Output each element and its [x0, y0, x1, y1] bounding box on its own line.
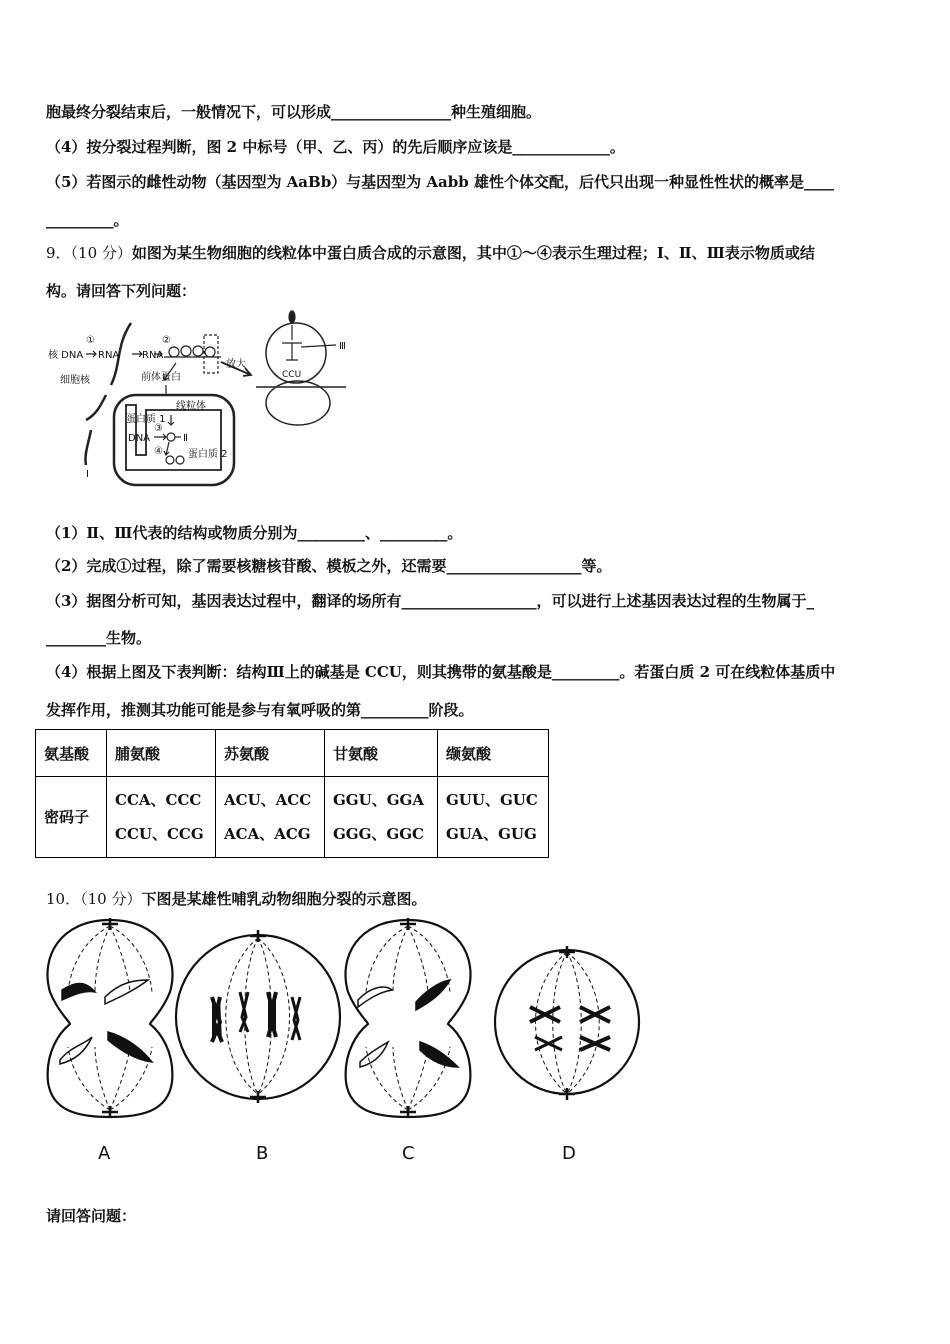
question-8-5: （5）若图示的雌性动物（基因型为 AaBb）与基因型为 Aabb 雄性个体交配，后代只出现一种显性性状的概率是____: [46, 173, 834, 191]
label-mitochondrion: 线粒体: [176, 401, 206, 412]
question-9-4: （4）根据上图及下表判断：结构Ⅲ上的碱基是 CCU，则其携带的氨基酸是_________。若蛋白质 2 可在线粒体基质中: [46, 663, 836, 681]
mitochondria-protein-synthesis-diagram: [46, 305, 376, 505]
label-protein-2: 蛋白质 2: [188, 449, 228, 460]
question-9-1: （1）Ⅱ、Ⅲ代表的结构或物质分别为_________、_________。: [46, 524, 463, 542]
text-line-1: 胞最终分裂结束后，一般情况下，可以形成________________种生殖细胞。: [46, 103, 542, 121]
label-ii: Ⅱ: [183, 433, 188, 444]
cell-label-c: C: [402, 1143, 415, 1164]
label-process-1: ①: [86, 335, 95, 346]
question-9-2: （2）完成①过程，除了需要核糖核苷酸、模板之外，还需要__________________等。: [46, 557, 612, 575]
question-10-text: 下图是某雄性哺乳动物细胞分裂的示意图。: [141, 890, 427, 908]
cell-division-diagram: [40, 912, 660, 1172]
table-header-cell: 苏氨酸: [216, 730, 325, 777]
label-nuclear-dna: 核 DNA: [48, 350, 84, 361]
cell-label-b: B: [256, 1143, 269, 1164]
question-9-3-cont: ________生物。: [46, 629, 152, 647]
label-dna: DNA: [128, 433, 151, 444]
label-process-3: ③: [154, 423, 163, 434]
question-9-heading: [46, 242, 815, 263]
table-row-label: 密码子: [36, 777, 107, 858]
label-iii: Ⅲ: [339, 341, 346, 352]
question-10-ask: 请回答问题：: [46, 1207, 137, 1225]
label-rna-2: RNA: [142, 350, 164, 361]
table-header-cell: 脯氨酸: [107, 730, 216, 777]
question-9-text-cont: 构。请回答下列问题：: [46, 282, 197, 300]
table-cell: ACU、ACC ACA、ACG: [216, 777, 325, 858]
question-9-4-cont: 发挥作用，推测其功能可能是参与有氧呼吸的第_________阶段。: [46, 701, 474, 719]
label-ccu: CCU: [282, 370, 302, 380]
label-process-4: ④: [154, 446, 163, 457]
table-row: [36, 777, 549, 858]
question-10-number: 10．（10 分）: [46, 890, 142, 908]
question-8-4: （4）按分裂过程判断，图 2 中标号（甲、乙、丙）的先后顺序应该是_____________。: [46, 138, 625, 156]
label-precursor-protein: 前体蛋白: [141, 372, 181, 383]
table-header-cell: 甘氨酸: [325, 730, 438, 777]
label-rna-1: RNA: [98, 350, 120, 361]
question-9-3: （3）据图分析可知，基因表达过程中，翻译的场所有__________________，可以进行上述基因表达过程的生物属于_: [46, 592, 814, 610]
cell-label-d: D: [562, 1143, 576, 1164]
label-protein-1: 蛋白质 1: [126, 414, 166, 425]
question-10-heading: [46, 888, 426, 909]
amino-acid-codon-table: [35, 729, 549, 858]
table-header-cell: 氨基酸: [36, 730, 107, 777]
question-9-text: 如图为某生物细胞的线粒体中蛋白质合成的示意图，其中①～④表示生理过程；Ⅰ、Ⅱ、Ⅲ表示物质或结: [131, 244, 815, 262]
table-header-cell: 缬氨酸: [438, 730, 549, 777]
label-enlarge: 放大: [226, 359, 246, 370]
label-process-2: ②: [162, 335, 171, 346]
label-nucleus: 细胞核: [60, 375, 90, 386]
table-header-row: [36, 730, 549, 777]
table-cell: GUU、GUC GUA、GUG: [438, 777, 549, 858]
table-cell: CCA、CCC CCU、CCG: [107, 777, 216, 858]
cell-label-a: A: [98, 1143, 111, 1164]
question-9-number: 9．（10 分）: [46, 244, 132, 262]
table-cell: GGU、GGA GGG、GGC: [325, 777, 438, 858]
label-i: Ⅰ: [86, 469, 89, 480]
question-8-5-cont: _________。: [46, 211, 129, 229]
